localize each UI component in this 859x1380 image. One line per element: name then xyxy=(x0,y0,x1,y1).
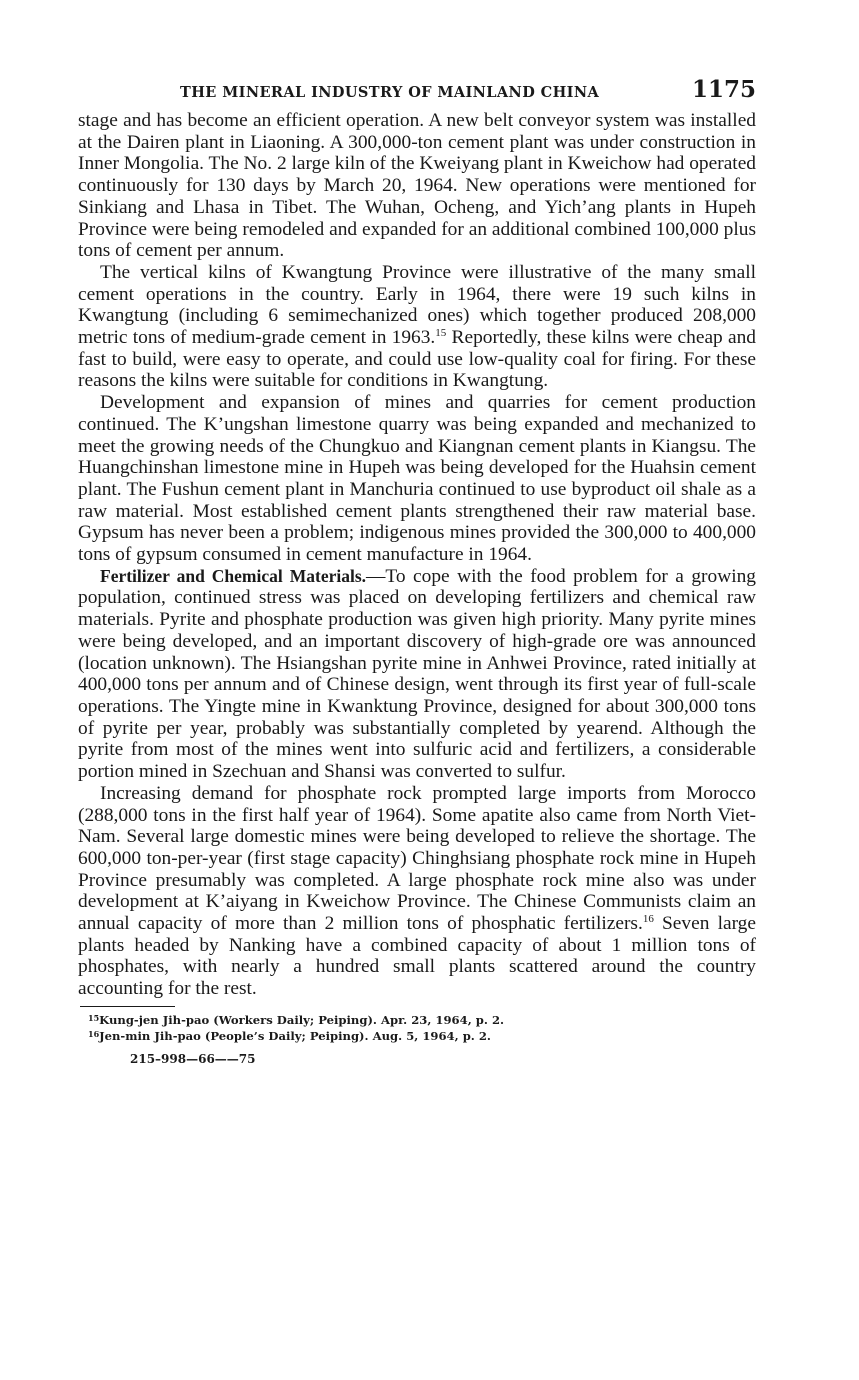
document-page xyxy=(78,74,756,1066)
section-heading-fertilizer: Fertilizer and Chemical Materials. xyxy=(100,565,367,586)
paragraph-vertical-kilns xyxy=(78,262,756,392)
paragraph-text: Seven large plants headed by Nanking have a combined capacity of about 1 million tons of phosphates, with nearly a hundred small plants scattered around the country accounting for the rest. xyxy=(78,913,756,1000)
paragraph-cement-plants: stage and has become an efficient operation. A new belt conveyor system was installed at the Dairen plant in Liaoning. A 300,000-ton cement plant was under construction in Inner Mongolia. The No. 2 large kiln of the Kweiyang plant in Kweichow had operated continuously for 130 days by March 20, 1964. New operations were mentioned for Sinkiang and Lhasa in Tibet. The Wuhan, Ocheng, and Yich’ang plants in Hupeh Province were being remodeled and expanded for an additional combined 100,000 plus tons of cement per annum. xyxy=(78,110,756,262)
body-text xyxy=(78,110,756,1000)
print-code: 215–998—66——75 xyxy=(130,1051,256,1066)
running-head xyxy=(78,74,756,110)
footnotes xyxy=(88,1011,756,1043)
footnote-ref-16: 16 xyxy=(642,913,654,926)
footnote-divider xyxy=(80,1006,175,1007)
paragraph-mines-quarries: Development and expansion of mines and quarries for cement production continued. The K’ungshan limestone quarry was being expanded and mechanized to meet the growing needs of the Chungkuo and Kiangnan cement plants in Kiangsu. The Huangchinshan limestone mine in Hupeh was being developed for the Huahsin cement plant. The Fushun cement plant in Manchuria continued to use byproduct oil shale as a raw material. Most established cement plants strengthened their raw material base. Gypsum has never been a problem; indigenous mines provided the 300,000 to 400,000 tons of gypsum consumed in cement manufacture in 1964. xyxy=(78,392,756,566)
footnote-ref-15: 15 xyxy=(435,327,447,340)
paragraph-text: Reportedly, these kilns were cheap and fast to build, were easy to operate, and could use low-quality coal for firing. For these reasons the kilns were suitable for conditions in Kwangtung. xyxy=(78,327,756,392)
footnote-16 xyxy=(88,1027,756,1043)
footnote-15 xyxy=(88,1011,756,1027)
paragraph-phosphate xyxy=(78,783,756,1000)
footnote-mark: 16 xyxy=(88,1028,100,1039)
paragraph-text: The vertical kilns of Kwangtung Province were illustrative of the many small cement operations in the country. Early in 1964, there were 19 such kilns in Kwangtung (including 6 semimechanized ones) which together produced 208,000 metric tons of medium-grade cement in 1963. xyxy=(78,261,756,349)
running-title: THE MINERAL INDUSTRY OF MAINLAND CHINA xyxy=(180,84,600,101)
paragraph-text: —To cope with the food problem for a growing population, continued stress was placed on developing fertilizers and chemical raw materials. Pyrite and phosphate production was given high priority. Many pyrite mines were being developed, and an important discovery of high-grade ore was announced (location unknown). The Hsiangshan pyrite mine in Anhwei Province, rated initially at 400,000 tons per annum and of Chinese design, went through its first year of full-scale operations. The Yingte mine in Kwanktung Province, designed for about 300,000 tons of pyrite per year, probably was substantially completed by yearend. Although the pyrite from most of the mines went into sulfuric acid and fertilizers, a considerable portion mined in Szechuan and Shansi was converted to sulfur. xyxy=(78,565,756,783)
paragraph-text: Increasing demand for phosphate rock prompted large imports from Morocco (288,000 tons in the first half year of 1964). Some apatite also came from North Viet-Nam. Several large domestic mines were being developed to relieve the shortage. The 600,000 ton-per-year (first stage capacity) Chinghsiang phosphate rock mine in Hupeh Province presumably was completed. A large phosphate rock mine also was under development at K’aiyang in Kweichow Province. The Chinese Communists claim an annual capacity of more than 2 million tons of phosphatic fertilizers. xyxy=(78,782,756,935)
footnote-text: Jen-min Jih-pao (People’s Daily; Peiping). Aug. 5, 1964, p. 2. xyxy=(99,1028,491,1043)
paragraph-fertilizer xyxy=(78,566,756,783)
page-number: 1175 xyxy=(691,76,756,103)
footnote-mark: 15 xyxy=(88,1012,100,1023)
footnote-text: Kung-jen Jih-pao (Workers Daily; Peiping). Apr. 23, 1964, p. 2. xyxy=(99,1012,505,1027)
